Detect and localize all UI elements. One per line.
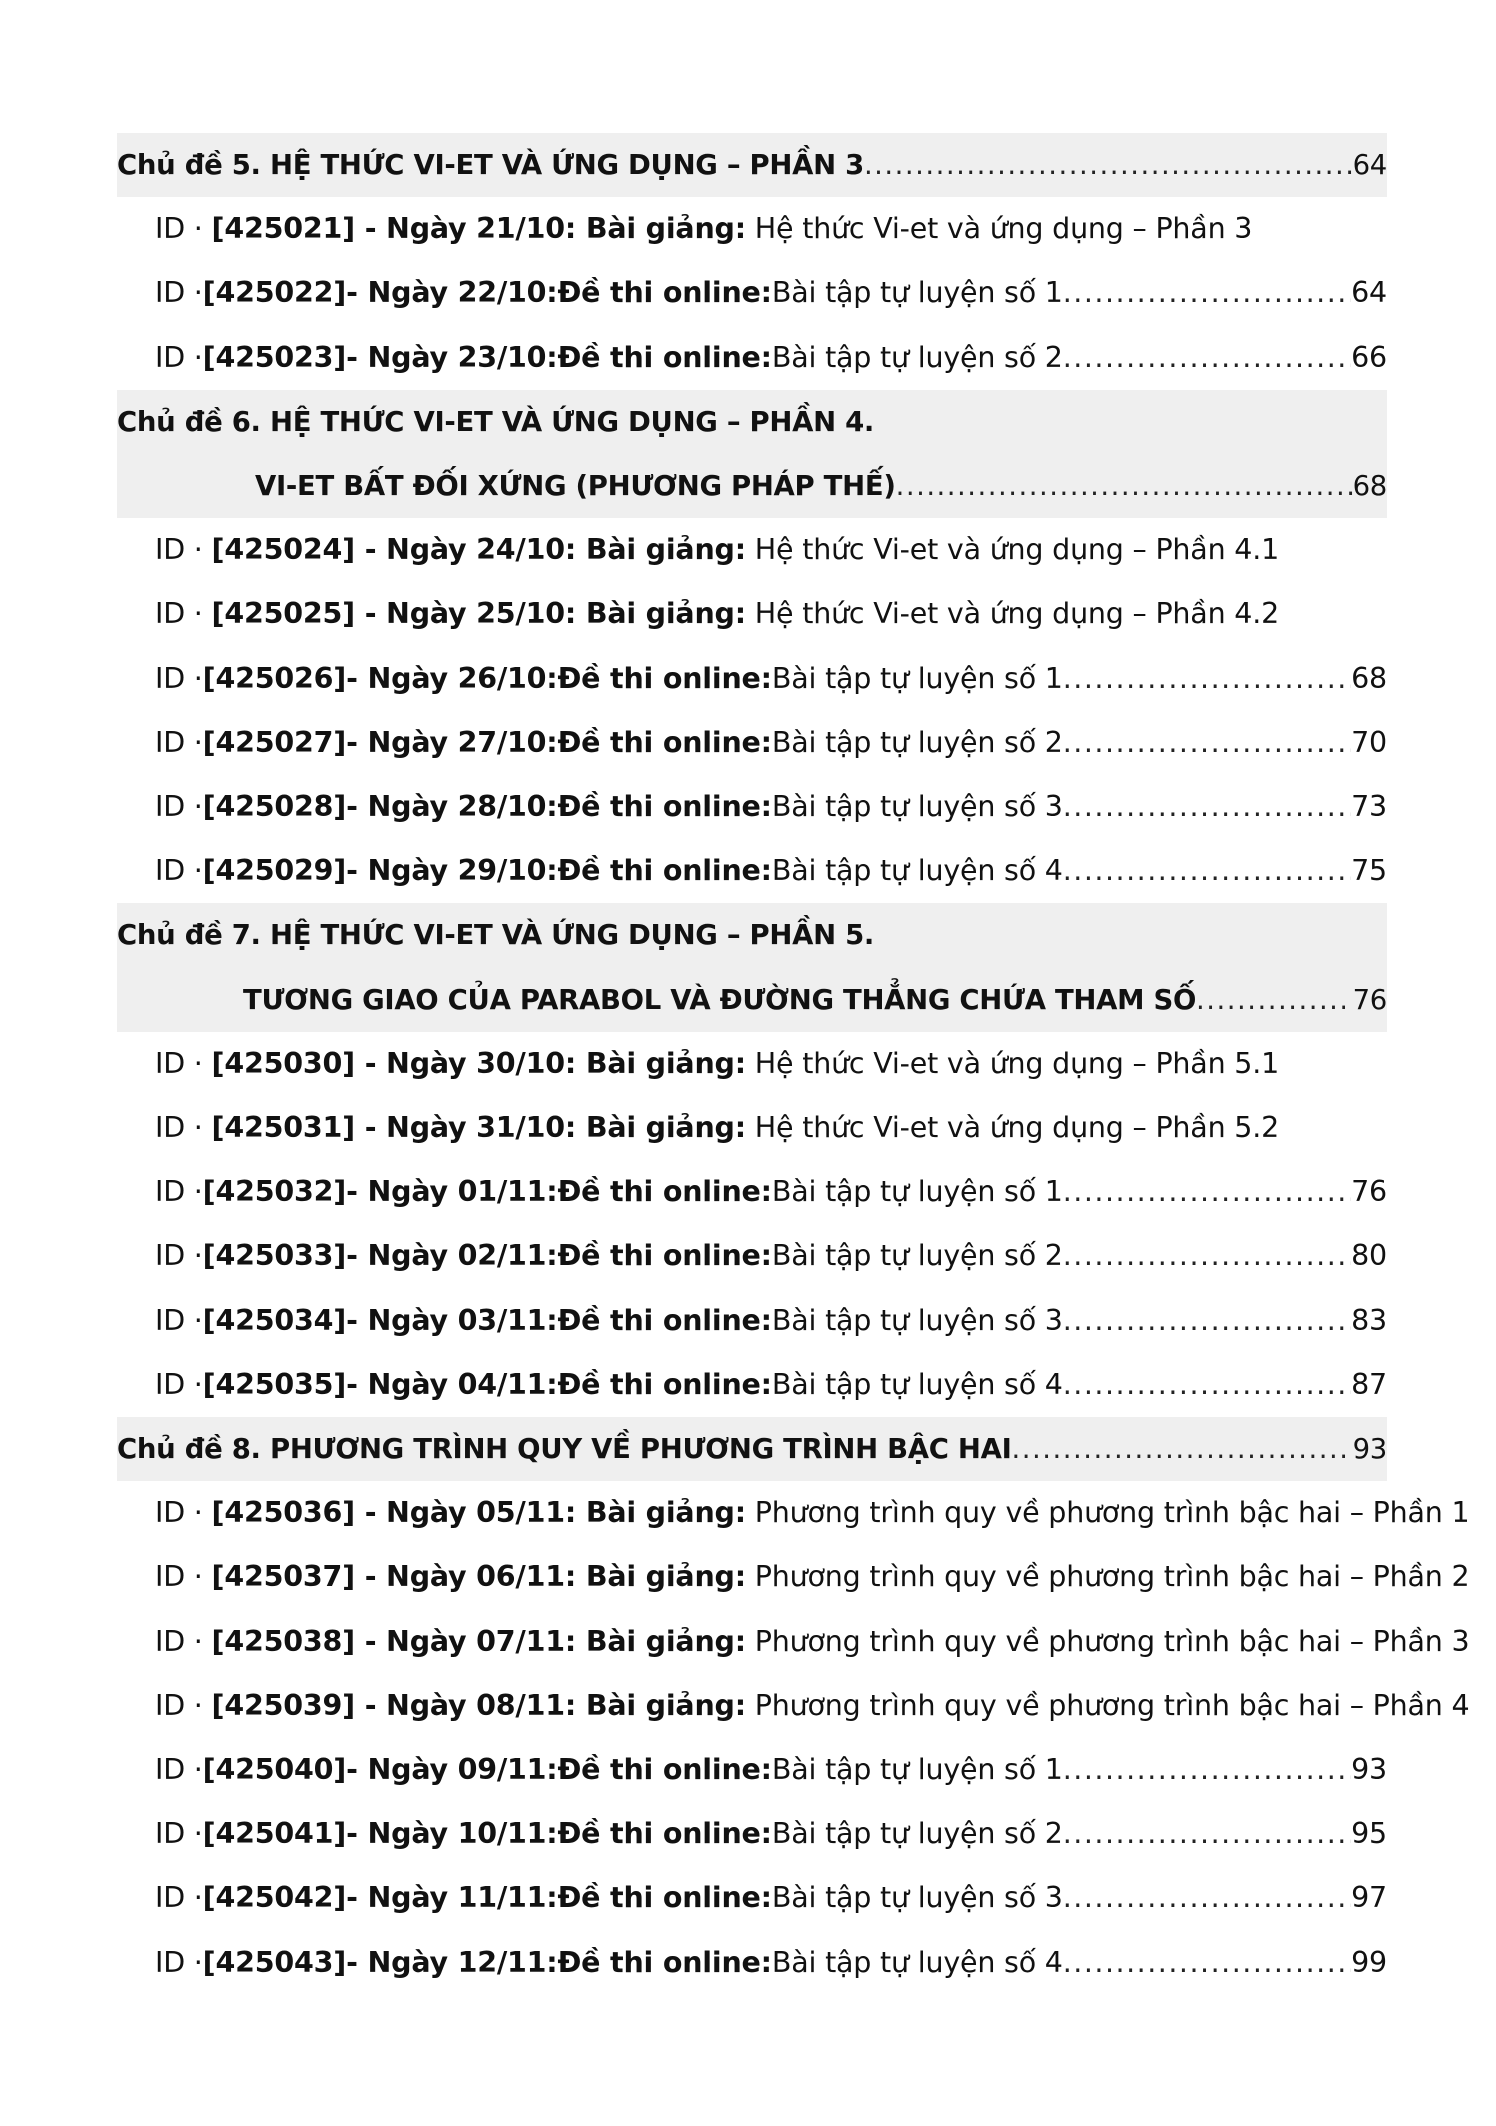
- toc-entry[interactable]: [155, 1224, 1387, 1288]
- entry-type: Đề thi online:: [557, 1303, 772, 1337]
- dot-leader: [1063, 326, 1351, 390]
- toc-entry[interactable]: [155, 1353, 1387, 1417]
- entry-date: - Ngày 22/10:: [346, 276, 558, 310]
- entry-type: Đề thi online:: [557, 1239, 772, 1273]
- entry-title: Hệ thức Vi-et và ứng dụng – Phần 5.2: [745, 1111, 1280, 1144]
- entry-code: [425043]: [202, 1945, 347, 1979]
- entry-title: Bài tập tự luyện số 2: [771, 725, 1063, 759]
- entry-date: - Ngày 26/10:: [346, 661, 558, 695]
- chapter-title: Chủ đề 5. HỆ THỨC VI-ET VÀ ỨNG DỤNG – PHẦN 3: [117, 149, 864, 181]
- entry-date: - Ngày 01/11:: [346, 1175, 558, 1209]
- entry-code: [425037]: [211, 1560, 355, 1594]
- entry-id-label: ID ·: [155, 1688, 212, 1722]
- toc-row: [155, 1866, 1387, 1930]
- entry-date: - Ngày 27/10:: [346, 725, 558, 759]
- entry-id-label: ID ·: [155, 1239, 203, 1273]
- entry-title: Bài tập tự luyện số 3: [771, 1303, 1063, 1337]
- entry-type: Bài giảng:: [585, 1111, 746, 1144]
- entry-type: Đề thi online:: [557, 1367, 772, 1401]
- entry-title: Bài tập tự luyện số 3: [771, 790, 1063, 823]
- chapter-subtitle: TƯƠNG GIAO CỦA PARABOL VÀ ĐƯỜNG THẲNG CHỨA THAM SỐ: [243, 983, 1197, 1016]
- entry-id-label: ID ·: [155, 854, 203, 888]
- entry-code: [425031]: [211, 1111, 355, 1144]
- page-number: 73: [1351, 790, 1387, 823]
- entry-title: Hệ thức Vi-et và ứng dụng – Phần 4.1: [745, 533, 1280, 567]
- entry-id-label: ID ·: [155, 661, 203, 695]
- entry-type: Bài giảng:: [585, 1046, 746, 1080]
- page-number: 93: [1351, 1753, 1387, 1786]
- entry-date: - Ngày 24/10:: [354, 533, 586, 567]
- entry-title: Bài tập tự luyện số 2: [771, 1817, 1063, 1851]
- entry-id-label: ID ·: [155, 1881, 203, 1915]
- entry-title: Bài tập tự luyện số 3: [771, 1881, 1063, 1915]
- entry-code: [425040]: [202, 1753, 347, 1786]
- entry-id-label: ID ·: [155, 597, 212, 631]
- entry-title: Bài tập tự luyện số 4: [771, 1945, 1063, 1979]
- page-number: 76: [1352, 983, 1387, 1016]
- toc-entry[interactable]: [155, 775, 1387, 839]
- entry-title: Phương trình quy về phương trình bậc hai – Phần 2: [745, 1560, 1470, 1594]
- toc-row: [155, 775, 1387, 839]
- entry-type: Bài giảng:: [585, 1624, 746, 1658]
- page-number: 64: [1351, 276, 1387, 310]
- toc-entry[interactable]: [155, 518, 1279, 582]
- page-number: 99: [1351, 1945, 1387, 1979]
- toc-row: [155, 1160, 1387, 1224]
- toc-row: [155, 1802, 1387, 1866]
- page-number: 68: [1351, 661, 1387, 695]
- dot-leader: [1063, 775, 1351, 839]
- entry-id-label: ID ·: [155, 1560, 212, 1594]
- toc-entry[interactable]: [155, 1160, 1387, 1224]
- page-number: 95: [1351, 1817, 1387, 1851]
- dot-leader: [1063, 1866, 1351, 1930]
- toc-entry[interactable]: [155, 1738, 1387, 1802]
- toc-entry[interactable]: [155, 1289, 1387, 1353]
- dot-leader: [1063, 1353, 1351, 1417]
- entry-title: Hệ thức Vi-et và ứng dụng – Phần 4.2: [745, 597, 1280, 631]
- entry-type: Đề thi online:: [557, 1753, 772, 1786]
- entry-code: [425030]: [211, 1046, 355, 1080]
- entry-id-label: ID ·: [155, 340, 203, 374]
- chapter-subtitle-line: [255, 454, 1387, 518]
- entry-code: [425023]: [202, 340, 347, 374]
- entry-type: Đề thi online:: [557, 1175, 772, 1209]
- entry-code: [425041]: [202, 1817, 347, 1851]
- entry-id-label: ID ·: [155, 212, 212, 246]
- entry-code: [425029]: [202, 854, 347, 888]
- entry-title: Bài tập tự luyện số 4: [771, 854, 1063, 888]
- page-number: 97: [1351, 1881, 1387, 1915]
- chapter-title: Chủ đề 8. PHƯƠNG TRÌNH QUY VỀ PHƯƠNG TRÌNH BẬC HAI: [117, 1433, 1012, 1465]
- toc-entry[interactable]: [155, 197, 1252, 261]
- toc-entry[interactable]: [155, 1674, 1469, 1738]
- entry-type: Đề thi online:: [557, 725, 772, 759]
- toc-entry[interactable]: [155, 839, 1387, 903]
- entry-id-label: ID ·: [155, 1367, 203, 1401]
- entry-type: Đề thi online:: [557, 276, 772, 310]
- page-number: 83: [1351, 1303, 1387, 1337]
- toc-entry[interactable]: [155, 1481, 1469, 1545]
- entry-date: - Ngày 05/11:: [354, 1496, 586, 1530]
- entry-code: [425032]: [202, 1175, 347, 1209]
- page-number: 68: [1352, 469, 1387, 502]
- dot-leader: [1196, 968, 1345, 1032]
- entry-id-label: ID ·: [155, 1817, 203, 1851]
- toc-entry[interactable]: [155, 1610, 1469, 1674]
- toc-entry[interactable]: [155, 261, 1387, 325]
- entry-id-label: ID ·: [155, 1753, 203, 1786]
- entry-date: - Ngày 03/11:: [346, 1303, 558, 1337]
- toc-row: [243, 968, 1387, 1032]
- page-number: 66: [1351, 340, 1387, 374]
- toc-row: [155, 1353, 1387, 1417]
- entry-id-label: ID ·: [155, 725, 203, 759]
- entry-type: Bài giảng:: [585, 1560, 746, 1594]
- toc-entry[interactable]: [155, 326, 1387, 390]
- dot-leader: [1063, 1289, 1351, 1353]
- toc-row: [155, 1289, 1387, 1353]
- entry-type: Bài giảng:: [585, 212, 746, 246]
- entry-date: - Ngày 31/10:: [354, 1111, 586, 1144]
- toc-row: [155, 711, 1387, 775]
- dot-leader: [1063, 1738, 1351, 1802]
- chapter-title-line: [117, 1417, 1387, 1481]
- dot-leader: [1063, 1802, 1351, 1866]
- chapter-heading[interactable]: [117, 390, 1387, 518]
- entry-id-label: ID ·: [155, 790, 203, 823]
- toc-row: [155, 326, 1387, 390]
- toc-entry[interactable]: [155, 1931, 1387, 1995]
- page-number: 64: [1352, 149, 1387, 181]
- entry-id-label: ID ·: [155, 533, 212, 567]
- toc-row: [255, 454, 1387, 518]
- dot-leader: [1063, 261, 1351, 325]
- entry-date: - Ngày 04/11:: [346, 1367, 558, 1401]
- entry-code: [425042]: [202, 1881, 347, 1915]
- entry-code: [425028]: [202, 790, 347, 823]
- entry-code: [425026]: [202, 661, 347, 695]
- toc-row: [117, 1417, 1387, 1481]
- entry-code: [425027]: [202, 725, 347, 759]
- entry-code: [425034]: [202, 1303, 347, 1337]
- chapter-title-line: [117, 133, 1387, 197]
- entry-type: Đề thi online:: [557, 1881, 772, 1915]
- dot-leader: [1063, 1931, 1351, 1995]
- dot-leader: [864, 133, 1353, 197]
- entry-date: - Ngày 25/10:: [354, 597, 586, 631]
- toc-entry[interactable]: [155, 647, 1387, 711]
- entry-code: [425038]: [211, 1624, 355, 1658]
- entry-code: [425025]: [211, 597, 355, 631]
- entry-date: - Ngày 09/11:: [346, 1753, 558, 1786]
- dot-leader: [1063, 1160, 1351, 1224]
- entry-type: Bài giảng:: [585, 1688, 746, 1722]
- entry-title: Hệ thức Vi-et và ứng dụng – Phần 5.1: [745, 1046, 1280, 1080]
- dot-leader: [896, 454, 1353, 518]
- toc-row: [155, 1224, 1387, 1288]
- page-number: 93: [1352, 1433, 1387, 1465]
- entry-date: - Ngày 12/11:: [346, 1945, 558, 1979]
- page-number: 80: [1351, 1239, 1387, 1273]
- entry-title: Bài tập tự luyện số 1: [771, 276, 1063, 310]
- page-number: 76: [1351, 1175, 1387, 1209]
- entry-code: [425036]: [211, 1496, 355, 1530]
- toc-entry[interactable]: [155, 1866, 1387, 1930]
- toc-row: [155, 1931, 1387, 1995]
- entry-type: Bài giảng:: [585, 533, 746, 567]
- entry-code: [425033]: [202, 1239, 347, 1273]
- entry-code: [425024]: [211, 533, 355, 567]
- entry-code: [425022]: [202, 276, 347, 310]
- dot-leader: [1012, 1417, 1345, 1481]
- entry-type: Đề thi online:: [557, 790, 772, 823]
- dot-leader: [1063, 647, 1351, 711]
- chapter-heading[interactable]: [117, 903, 1387, 1031]
- chapter-subtitle-line: [243, 968, 1387, 1032]
- toc-row: [155, 839, 1387, 903]
- entry-id-label: ID ·: [155, 1624, 212, 1658]
- entry-code: [425039]: [211, 1688, 355, 1722]
- entry-type: Đề thi online:: [557, 854, 772, 888]
- toc-entry[interactable]: [155, 711, 1387, 775]
- page-number: 75: [1351, 854, 1387, 888]
- entry-date: - Ngày 11/11:: [346, 1881, 558, 1915]
- entry-date: - Ngày 29/10:: [346, 854, 558, 888]
- entry-date: - Ngày 21/10:: [354, 212, 586, 246]
- entry-title: Bài tập tự luyện số 4: [771, 1367, 1063, 1401]
- entry-title: Phương trình quy về phương trình bậc hai – Phần 3: [745, 1624, 1470, 1658]
- toc-entry[interactable]: [155, 1032, 1279, 1096]
- entry-id-label: ID ·: [155, 1046, 212, 1080]
- page-number: 87: [1351, 1367, 1387, 1401]
- entry-id-label: ID ·: [155, 1303, 203, 1337]
- entry-type: Bài giảng:: [585, 1496, 746, 1530]
- chapter-title-line: Chủ đề 6. HỆ THỨC VI-ET VÀ ỨNG DỤNG – PHẦN 4.: [117, 405, 875, 438]
- entry-date: - Ngày 02/11:: [346, 1239, 558, 1273]
- entry-title: Hệ thức Vi-et và ứng dụng – Phần 3: [745, 212, 1253, 246]
- entry-type: Đề thi online:: [557, 661, 772, 695]
- entry-id-label: ID ·: [155, 276, 203, 310]
- entry-title: Phương trình quy về phương trình bậc hai – Phần 1: [745, 1496, 1470, 1530]
- entry-date: - Ngày 30/10:: [354, 1046, 586, 1080]
- entry-type: Đề thi online:: [557, 1945, 772, 1979]
- entry-id-label: ID ·: [155, 1111, 212, 1144]
- chapter-heading[interactable]: [117, 133, 1387, 197]
- page-number: 70: [1351, 725, 1387, 759]
- entry-code: [425021]: [211, 212, 355, 246]
- entry-type: Đề thi online:: [557, 340, 772, 374]
- toc-entry[interactable]: [155, 1545, 1469, 1609]
- entry-title: Phương trình quy về phương trình bậc hai – Phần 4: [745, 1688, 1470, 1722]
- chapter-subtitle: VI-ET BẤT ĐỐI XỨNG (PHƯƠNG PHÁP THẾ): [255, 469, 896, 502]
- entry-id-label: ID ·: [155, 1496, 212, 1530]
- dot-leader: [1063, 711, 1351, 775]
- entry-date: - Ngày 08/11:: [354, 1688, 586, 1722]
- toc-entry[interactable]: [155, 1096, 1279, 1160]
- entry-title: Bài tập tự luyện số 1: [771, 1175, 1063, 1209]
- entry-date: - Ngày 23/10:: [346, 340, 558, 374]
- toc-entry[interactable]: [155, 582, 1279, 646]
- entry-title: Bài tập tự luyện số 1: [771, 661, 1063, 695]
- entry-type: Đề thi online:: [557, 1817, 772, 1851]
- toc-row: [155, 261, 1387, 325]
- entry-code: [425035]: [202, 1367, 347, 1401]
- entry-title: Bài tập tự luyện số 1: [771, 1753, 1063, 1786]
- entry-date: - Ngày 28/10:: [346, 790, 558, 823]
- entry-date: - Ngày 06/11:: [354, 1560, 586, 1594]
- chapter-title-line: Chủ đề 7. HỆ THỨC VI-ET VÀ ỨNG DỤNG – PHẦN 5.: [117, 919, 875, 952]
- dot-leader: [1063, 839, 1351, 903]
- entry-date: - Ngày 07/11:: [354, 1624, 586, 1658]
- entry-date: - Ngày 10/11:: [346, 1817, 558, 1851]
- toc-entry[interactable]: [155, 1802, 1387, 1866]
- entry-id-label: ID ·: [155, 1175, 203, 1209]
- entry-id-label: ID ·: [155, 1945, 203, 1979]
- toc-row: [155, 647, 1387, 711]
- entry-type: Bài giảng:: [585, 597, 746, 631]
- entry-title: Bài tập tự luyện số 2: [771, 340, 1063, 374]
- chapter-heading[interactable]: [117, 1417, 1387, 1481]
- dot-leader: [1063, 1224, 1351, 1288]
- toc-row: [155, 1738, 1387, 1802]
- entry-title: Bài tập tự luyện số 2: [771, 1239, 1063, 1273]
- toc-row: [117, 133, 1387, 197]
